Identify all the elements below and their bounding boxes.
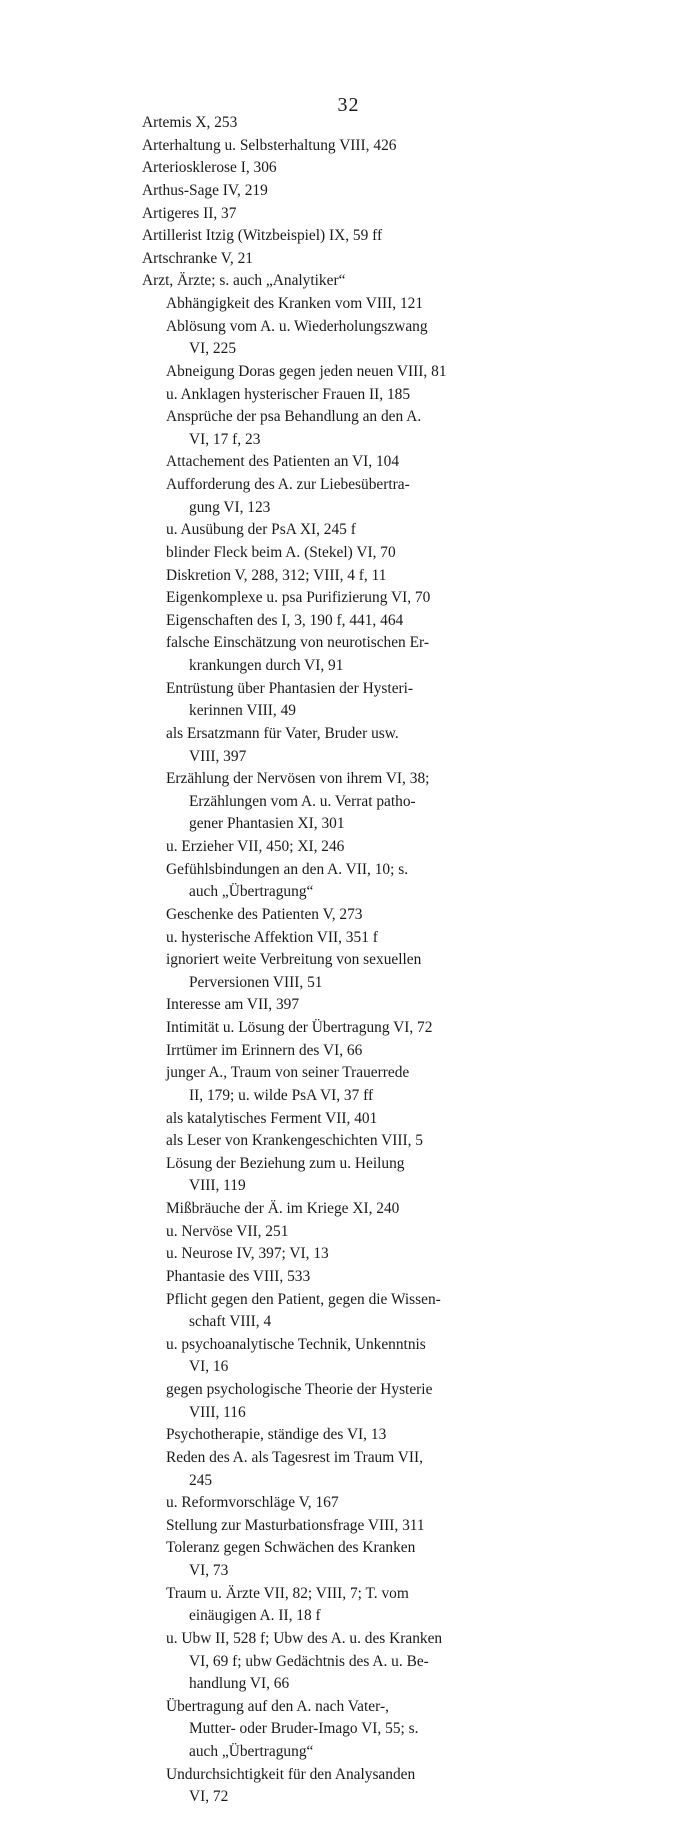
index-subentry: Eigenkomplexe u. psa Purifizierung VI, 70 [166, 589, 431, 607]
index-subentry: als Ersatzmann für Vater, Bruder usw. [166, 724, 399, 742]
index-subentry: Undurchsichtigkeit für den Analysanden [166, 1765, 416, 1783]
index-entry: Arteriosklerose I, 306 [142, 159, 277, 177]
index-entry-continuation: VI, 17 f, 23 [189, 430, 261, 448]
index-entry: Artillerist Itzig (Witzbeispiel) IX, 59 ff [142, 227, 383, 245]
index-subentry: Intimität u. Lösung der Übertragung VI, 72 [166, 1019, 433, 1036]
index-entry-continuation: gener Phantasien XI, 301 [189, 815, 345, 833]
index-subentry: Übertragung auf den A. nach Vater-, [166, 1697, 389, 1715]
index-entry-continuation: handlung VI, 66 [189, 1675, 290, 1693]
index-subentry: Psychotherapie, ständige des VI, 13 [166, 1426, 387, 1444]
index-subentry: Interesse am VII, 397 [166, 996, 300, 1014]
index-subentry: Toleranz gegen Schwächen des Kranken [166, 1539, 416, 1557]
index-subentry: blinder Fleck beim A. (Stekel) VI, 70 [166, 543, 396, 561]
index-subentry: u. psychoanalytische Technik, Unkenntnis [166, 1335, 426, 1353]
index-entry-continuation: II, 179; u. wilde PsA VI, 37 ff [189, 1086, 374, 1104]
index-subentry: u. Anklagen hysterischer Frauen II, 185 [166, 385, 411, 403]
index-entry-continuation: VI, 72 [189, 1788, 229, 1806]
index-entry-continuation: gung VI, 123 [189, 498, 271, 516]
index-entry-continuation: VI, 73 [189, 1562, 229, 1579]
index-subentry: Stellung zur Masturbationsfrage VIII, 311 [166, 1516, 425, 1534]
index-entry-continuation: Perversionen VIII, 51 [189, 973, 323, 991]
index-subentry: Irrtümer im Erinnern des VI, 66 [166, 1041, 363, 1059]
index-subentry: Abhängigkeit des Kranken vom VIII, 121 [166, 295, 424, 312]
index-subentry: Phantasie des VIII, 533 [166, 1267, 311, 1285]
index-entry: Artschranke V, 21 [142, 249, 253, 267]
index-subentry: u. Reformvorschläge V, 167 [166, 1494, 339, 1512]
page-number: 32 [337, 94, 360, 116]
index-subentry: Gefühlsbindungen an den A. VII, 10; s. [166, 860, 409, 878]
index-entry-continuation: 245 [189, 1471, 213, 1489]
index-subentry: Abneigung Doras gegen jeden neuen VIII, 81 [166, 362, 447, 380]
index-subentry: u. Neurose IV, 397; VI, 13 [166, 1245, 329, 1263]
index-subentry: junger A., Traum von seiner Trauerrede [166, 1064, 410, 1082]
index-subentry: Traum u. Ärzte VII, 82; VIII, 7; T. vom [166, 1584, 409, 1602]
index-subentry: u. Ubw II, 528 f; Ubw des A. u. des Kranken [166, 1629, 443, 1647]
index-subentry: Attachement des Patienten an VI, 104 [166, 453, 400, 471]
index-subentry: u. Erzieher VII, 450; XI, 246 [166, 838, 345, 855]
index-entry-continuation: VIII, 397 [189, 747, 247, 765]
index-entry-continuation: einäugigen A. II, 18 f [189, 1607, 321, 1625]
index-entry-continuation: VIII, 116 [189, 1403, 246, 1421]
index-subentry: als Leser von Krankengeschichten VIII, 5 [166, 1132, 423, 1150]
index-entry-continuation: VI, 69 f; ubw Gedächtnis des A. u. Be- [189, 1652, 429, 1670]
index-entry-continuation: Erzählungen vom A. u. Verrat patho- [189, 792, 416, 810]
index-entry: Arzt, Ärzte; s. auch „Analytiker“ [142, 272, 346, 290]
index-subentry: Erzählung der Nervösen von ihrem VI, 38; [166, 770, 430, 788]
index-entry: Arterhaltung u. Selbsterhaltung VIII, 426 [142, 136, 397, 154]
index-entry-continuation: auch „Übertragung“ [189, 1743, 314, 1760]
index-subentry: Ansprüche der psa Behandlung an den A. [166, 408, 422, 426]
index-entry-continuation: kerinnen VIII, 49 [189, 702, 296, 720]
index-entry-continuation: auch „Übertragung“ [189, 883, 314, 901]
index-subentry: falsche Einschätzung von neurotischen Er- [166, 634, 429, 652]
index-subentry: u. hysterische Affektion VII, 351 f [166, 928, 378, 946]
index-entry-continuation: VI, 225 [189, 340, 237, 358]
index-subentry: Diskretion V, 288, 312; VIII, 4 f, 11 [166, 566, 387, 584]
index-subentry: Geschenke des Patienten V, 273 [166, 905, 363, 923]
index-subentry: Pflicht gegen den Patient, gegen die Wissen- [166, 1290, 441, 1308]
index-subentry: Aufforderung des A. zur Liebesübertra- [166, 476, 410, 493]
index-entry-continuation: VIII, 119 [189, 1177, 246, 1195]
index-entry: Artigeres II, 37 [142, 204, 237, 222]
index-subentry: Eigenschaften des I, 3, 190 f, 441, 464 [166, 611, 404, 629]
index-entry-continuation: schaft VIII, 4 [189, 1313, 272, 1331]
index-subentry: ignoriert weite Verbreitung von sexuellen [166, 951, 422, 969]
index-entry: Artemis X, 253 [142, 114, 238, 131]
index-subentry: u. Nervöse VII, 251 [166, 1222, 289, 1240]
index-subentry: als katalytisches Ferment VII, 401 [166, 1109, 378, 1127]
index-entry-continuation: VI, 16 [189, 1358, 229, 1376]
index-entry-continuation: Mutter- oder Bruder-Imago VI, 55; s. [189, 1720, 419, 1738]
index-subentry: Entrüstung über Phantasien der Hysteri- [166, 679, 414, 697]
index-subentry: gegen psychologische Theorie der Hysterie [166, 1381, 433, 1398]
index-entry-list [142, 112, 560, 1809]
index-subentry: Lösung der Beziehung zum u. Heilung [166, 1154, 405, 1172]
index-subentry: Ablösung vom A. u. Wiederholungszwang [166, 317, 428, 335]
index-entry-continuation: krankungen durch VI, 91 [189, 657, 344, 674]
index-subentry: Reden des A. als Tagesrest im Traum VII, [166, 1448, 423, 1466]
index-subentry: Mißbräuche der Ä. im Kriege XI, 240 [166, 1200, 400, 1217]
index-entry: Arthus-Sage IV, 219 [142, 181, 268, 199]
index-subentry: u. Ausübung der PsA XI, 245 f [166, 521, 356, 539]
